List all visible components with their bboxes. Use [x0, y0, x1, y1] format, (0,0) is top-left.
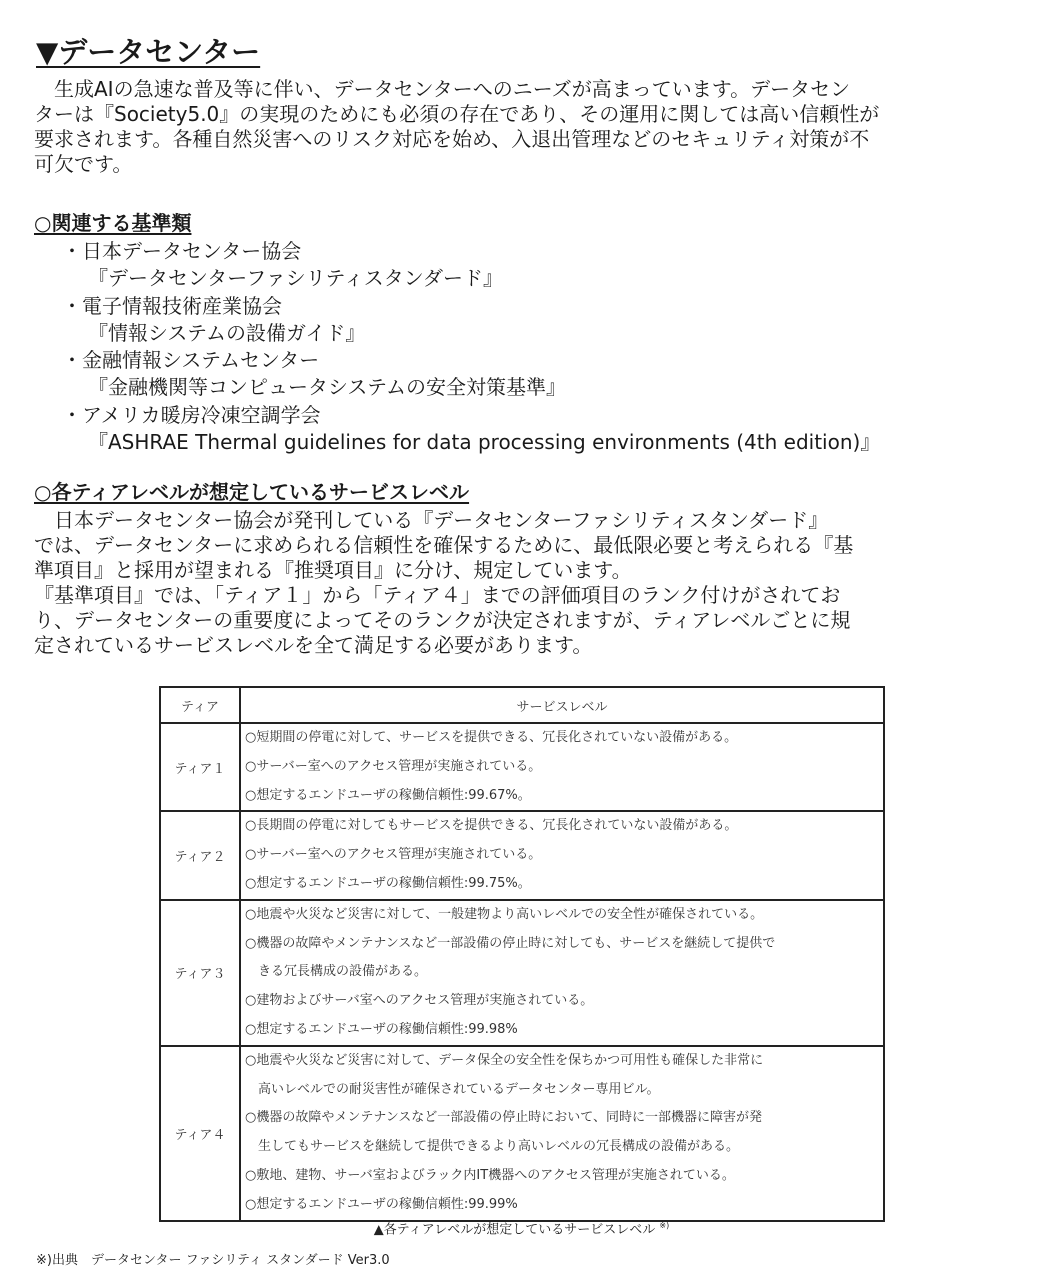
- standard-doc: 『金融機関等コンピュータシステムの安全対策基準』: [88, 375, 566, 400]
- standard-org: ・ 日本データセンター協会: [62, 238, 880, 265]
- service-level-line: 『基準項目』では、「ティア１」から「ティア４」までの評価項目のランク付けがされてお: [34, 583, 841, 607]
- standards-heading: ○関連する基準類: [34, 211, 192, 235]
- intro-line: 生成AIの急速な普及等に伴い、データセンターへのニーズが高まっています。データセン: [34, 77, 851, 101]
- table-row: [160, 811, 884, 899]
- level-item: ○想定するエンドユーザの稼働信頼性:99.67%。: [245, 787, 531, 803]
- standard-doc: 『情報システムの設備ガイド』: [88, 320, 366, 345]
- tier-name: ティア１: [160, 723, 240, 811]
- table-caption: [0, 1216, 1043, 1240]
- page-title: ▼データセンター: [36, 35, 261, 69]
- level-item: ○想定するエンドユーザの稼働信頼性:99.75%。: [245, 875, 531, 891]
- level-item: ○サーバー室へのアクセス管理が実施されている。: [245, 758, 542, 774]
- standards-list: [62, 238, 880, 456]
- table-header-row: [160, 687, 884, 723]
- standard-org: ・ 電子情報技術産業協会: [62, 293, 880, 320]
- tier-name: ティア３: [160, 900, 240, 1046]
- service-level-line: 日本データセンター協会が発刊している『データセンターファシリティスタンダード』: [34, 508, 829, 532]
- level-item: 生してもサービスを継続して提供できるより高いレベルの冗長構成の設備がある。: [245, 1139, 740, 1155]
- tier-name: ティア４: [160, 1046, 240, 1221]
- tier-name: ティア２: [160, 811, 240, 899]
- intro-line: ターは『Society5.0』の実現のためにも必須の存在であり、その運用に関しては高い信頼性が: [34, 102, 880, 126]
- service-level-heading: ○各ティアレベルが想定しているサービスレベル: [34, 480, 470, 504]
- service-level-column-header: サービスレベル: [240, 687, 884, 723]
- tier-levels: [240, 811, 884, 899]
- tier-levels: [240, 1046, 884, 1221]
- table-row: [160, 900, 884, 1046]
- level-item: ○地震や火災など災害に対して、データ保全の安全性を保ちかつ可用性も確保した非常に: [245, 1052, 764, 1068]
- level-item: ○想定するエンドユーザの稼働信頼性:99.99%: [245, 1196, 518, 1212]
- level-item: ○想定するエンドユーザの稼働信頼性:99.98%: [245, 1021, 518, 1037]
- intro-line: 可欠です。: [34, 152, 133, 176]
- level-item: ○短期間の停電に対して、サービスを提供できる、冗長化されていない設備がある。: [245, 730, 738, 745]
- service-level-line: では、データセンターに求められる信頼性を確保するために、最低限必要と考えられる『基: [34, 533, 854, 557]
- standard-org: ・ アメリカ暖房冷凍空調学会: [62, 402, 880, 429]
- service-level-line: 定されているサービスレベルを全て満足する必要があります。: [34, 633, 593, 657]
- service-level-line: り、データセンターの重要度によってそのランクが決定されますが、ティアレベルごとに規: [34, 608, 851, 632]
- standard-doc: 『データセンターファシリティスタンダード』: [88, 266, 503, 291]
- level-item: ○機器の故障やメンテナンスなど一部設備の停止時において、同時に一部機器に障害が発: [245, 1110, 763, 1126]
- level-item: ○機器の故障やメンテナンスなど一部設備の停止時に対しても、サービスを継続して提供で: [245, 935, 776, 951]
- standard-doc: 『ASHRAE Thermal guidelines for data processing environments (4th edition)』: [88, 430, 881, 455]
- table-row: [160, 723, 884, 811]
- level-item: ○地震や火災など災害に対して、一般建物より高いレベルでの安全性が確保されている。: [245, 906, 764, 922]
- level-item: 高いレベルでの耐災害性が確保されているデータセンター専用ビル。: [245, 1081, 660, 1097]
- table-row: [160, 1046, 884, 1221]
- tier-levels: [240, 723, 884, 811]
- level-item: ○敷地、建物、サーバ室およびラック内IT機器へのアクセス管理が実施されている。: [245, 1167, 735, 1183]
- tier-table: [159, 686, 885, 1222]
- caption-text: ▲各ティアレベルが想定しているサービスレベル: [373, 1222, 656, 1238]
- level-item: きる冗長構成の設備がある。: [245, 964, 428, 980]
- intro-line: 要求されます。各種自然災害へのリスク対応を始め、入退出管理などのセキュリティ対策が不: [34, 127, 870, 151]
- intro-paragraph: [34, 77, 1009, 177]
- level-item: ○サーバー室へのアクセス管理が実施されている。: [245, 847, 542, 863]
- standard-org: ・ 金融情報システムセンター: [62, 347, 880, 374]
- service-level-paragraph: [34, 508, 1009, 658]
- service-level-line: 準項目』と採用が望まれる『推奨項目』に分け、規定しています。: [34, 558, 632, 582]
- caption-note-mark: ※): [659, 1221, 670, 1230]
- tier-column-header: ティア: [160, 687, 240, 723]
- level-item: ○建物およびサーバ室へのアクセス管理が実施されている。: [245, 993, 594, 1009]
- tier-levels: [240, 900, 884, 1046]
- level-item: ○長期間の停電に対してもサービスを提供できる、冗長化されていない設備がある。: [245, 818, 738, 834]
- source-footnote: ※)出典 データセンター ファシリティ スタンダード Ver3.0: [36, 1253, 390, 1268]
